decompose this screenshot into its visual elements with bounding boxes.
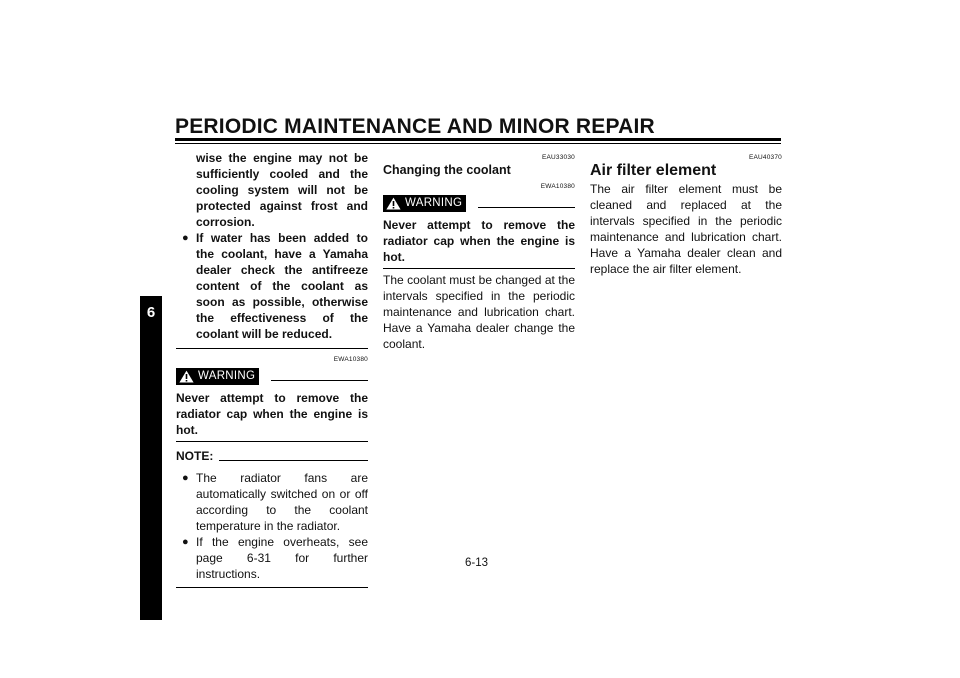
warning-header bbox=[176, 366, 368, 386]
warning-badge bbox=[176, 368, 259, 385]
warning-rule bbox=[478, 207, 575, 208]
chapter-tab bbox=[140, 296, 162, 620]
warning-badge bbox=[383, 195, 466, 212]
title-rule-thick bbox=[175, 138, 781, 141]
body-text: The coolant must be changed at the intervals specified in the periodic maintenance and lubrication chart. Have a Yamaha dealer change the coolant. bbox=[383, 273, 575, 351]
warning-text: Never attempt to remove the radiator cap when the engine is hot. bbox=[383, 218, 575, 264]
page-title: PERIODIC MAINTENANCE AND MINOR REPAIR bbox=[175, 115, 655, 138]
warning-code: EWA10380 bbox=[540, 183, 575, 190]
section-heading: Changing the coolant bbox=[383, 163, 511, 177]
title-rule-thin bbox=[175, 143, 781, 144]
bullet-text: If water has been added to the coolant, have a Yamaha dealer check the antifreeze content of the coolant as soon as possible, otherwise the effectiveness of the coolant will be reduced. bbox=[196, 231, 368, 341]
page-number: 6-13 bbox=[465, 557, 489, 569]
bullet-icon: ● bbox=[182, 472, 189, 484]
column-3 bbox=[590, 150, 782, 277]
note-rule bbox=[219, 460, 368, 461]
column-2 bbox=[383, 150, 575, 352]
list-item bbox=[176, 230, 368, 342]
chapter-number: 6 bbox=[146, 304, 156, 321]
note-end-rule bbox=[176, 587, 368, 588]
warning-label: WARNING bbox=[405, 197, 463, 209]
warning-triangle-icon bbox=[179, 370, 194, 383]
bullet-icon: ● bbox=[182, 232, 189, 244]
warning-label: WARNING bbox=[198, 370, 256, 382]
list-item bbox=[176, 534, 368, 582]
section-code: EAU40370 bbox=[748, 154, 782, 161]
bullet-icon: ● bbox=[182, 536, 189, 548]
note-item-text: If the engine overheats, see page 6-31 for further instructions. bbox=[196, 535, 368, 581]
section-rule bbox=[176, 441, 368, 442]
column-1 bbox=[176, 150, 368, 588]
section-rule bbox=[383, 268, 575, 269]
body-text: The air filter element must be cleaned and replaced at the intervals specified in the periodic maintenance and lubrication chart. Have a Yamaha dealer clean and replace the air filter element. bbox=[590, 182, 782, 276]
note-item-text: The radiator fans are automatically switched on or off according to the coolant temperature in the radiator. bbox=[196, 471, 368, 533]
warning-rule bbox=[271, 380, 368, 381]
warning-triangle-icon bbox=[386, 197, 401, 210]
warning-header bbox=[383, 193, 575, 213]
note-header bbox=[176, 448, 368, 464]
section-heading: Air filter element bbox=[590, 162, 717, 179]
note-label: NOTE: bbox=[176, 449, 214, 463]
section-code: EAU33030 bbox=[541, 154, 575, 161]
warning-text: Never attempt to remove the radiator cap when the engine is hot. bbox=[176, 391, 368, 437]
section-rule bbox=[176, 348, 368, 349]
list-item bbox=[176, 470, 368, 534]
warning-code: EWA10380 bbox=[333, 356, 368, 363]
warning-continuation-text: wise the engine may not be sufficiently cooled and the cooling system will not be protected against frost and corrosion. bbox=[196, 151, 368, 229]
